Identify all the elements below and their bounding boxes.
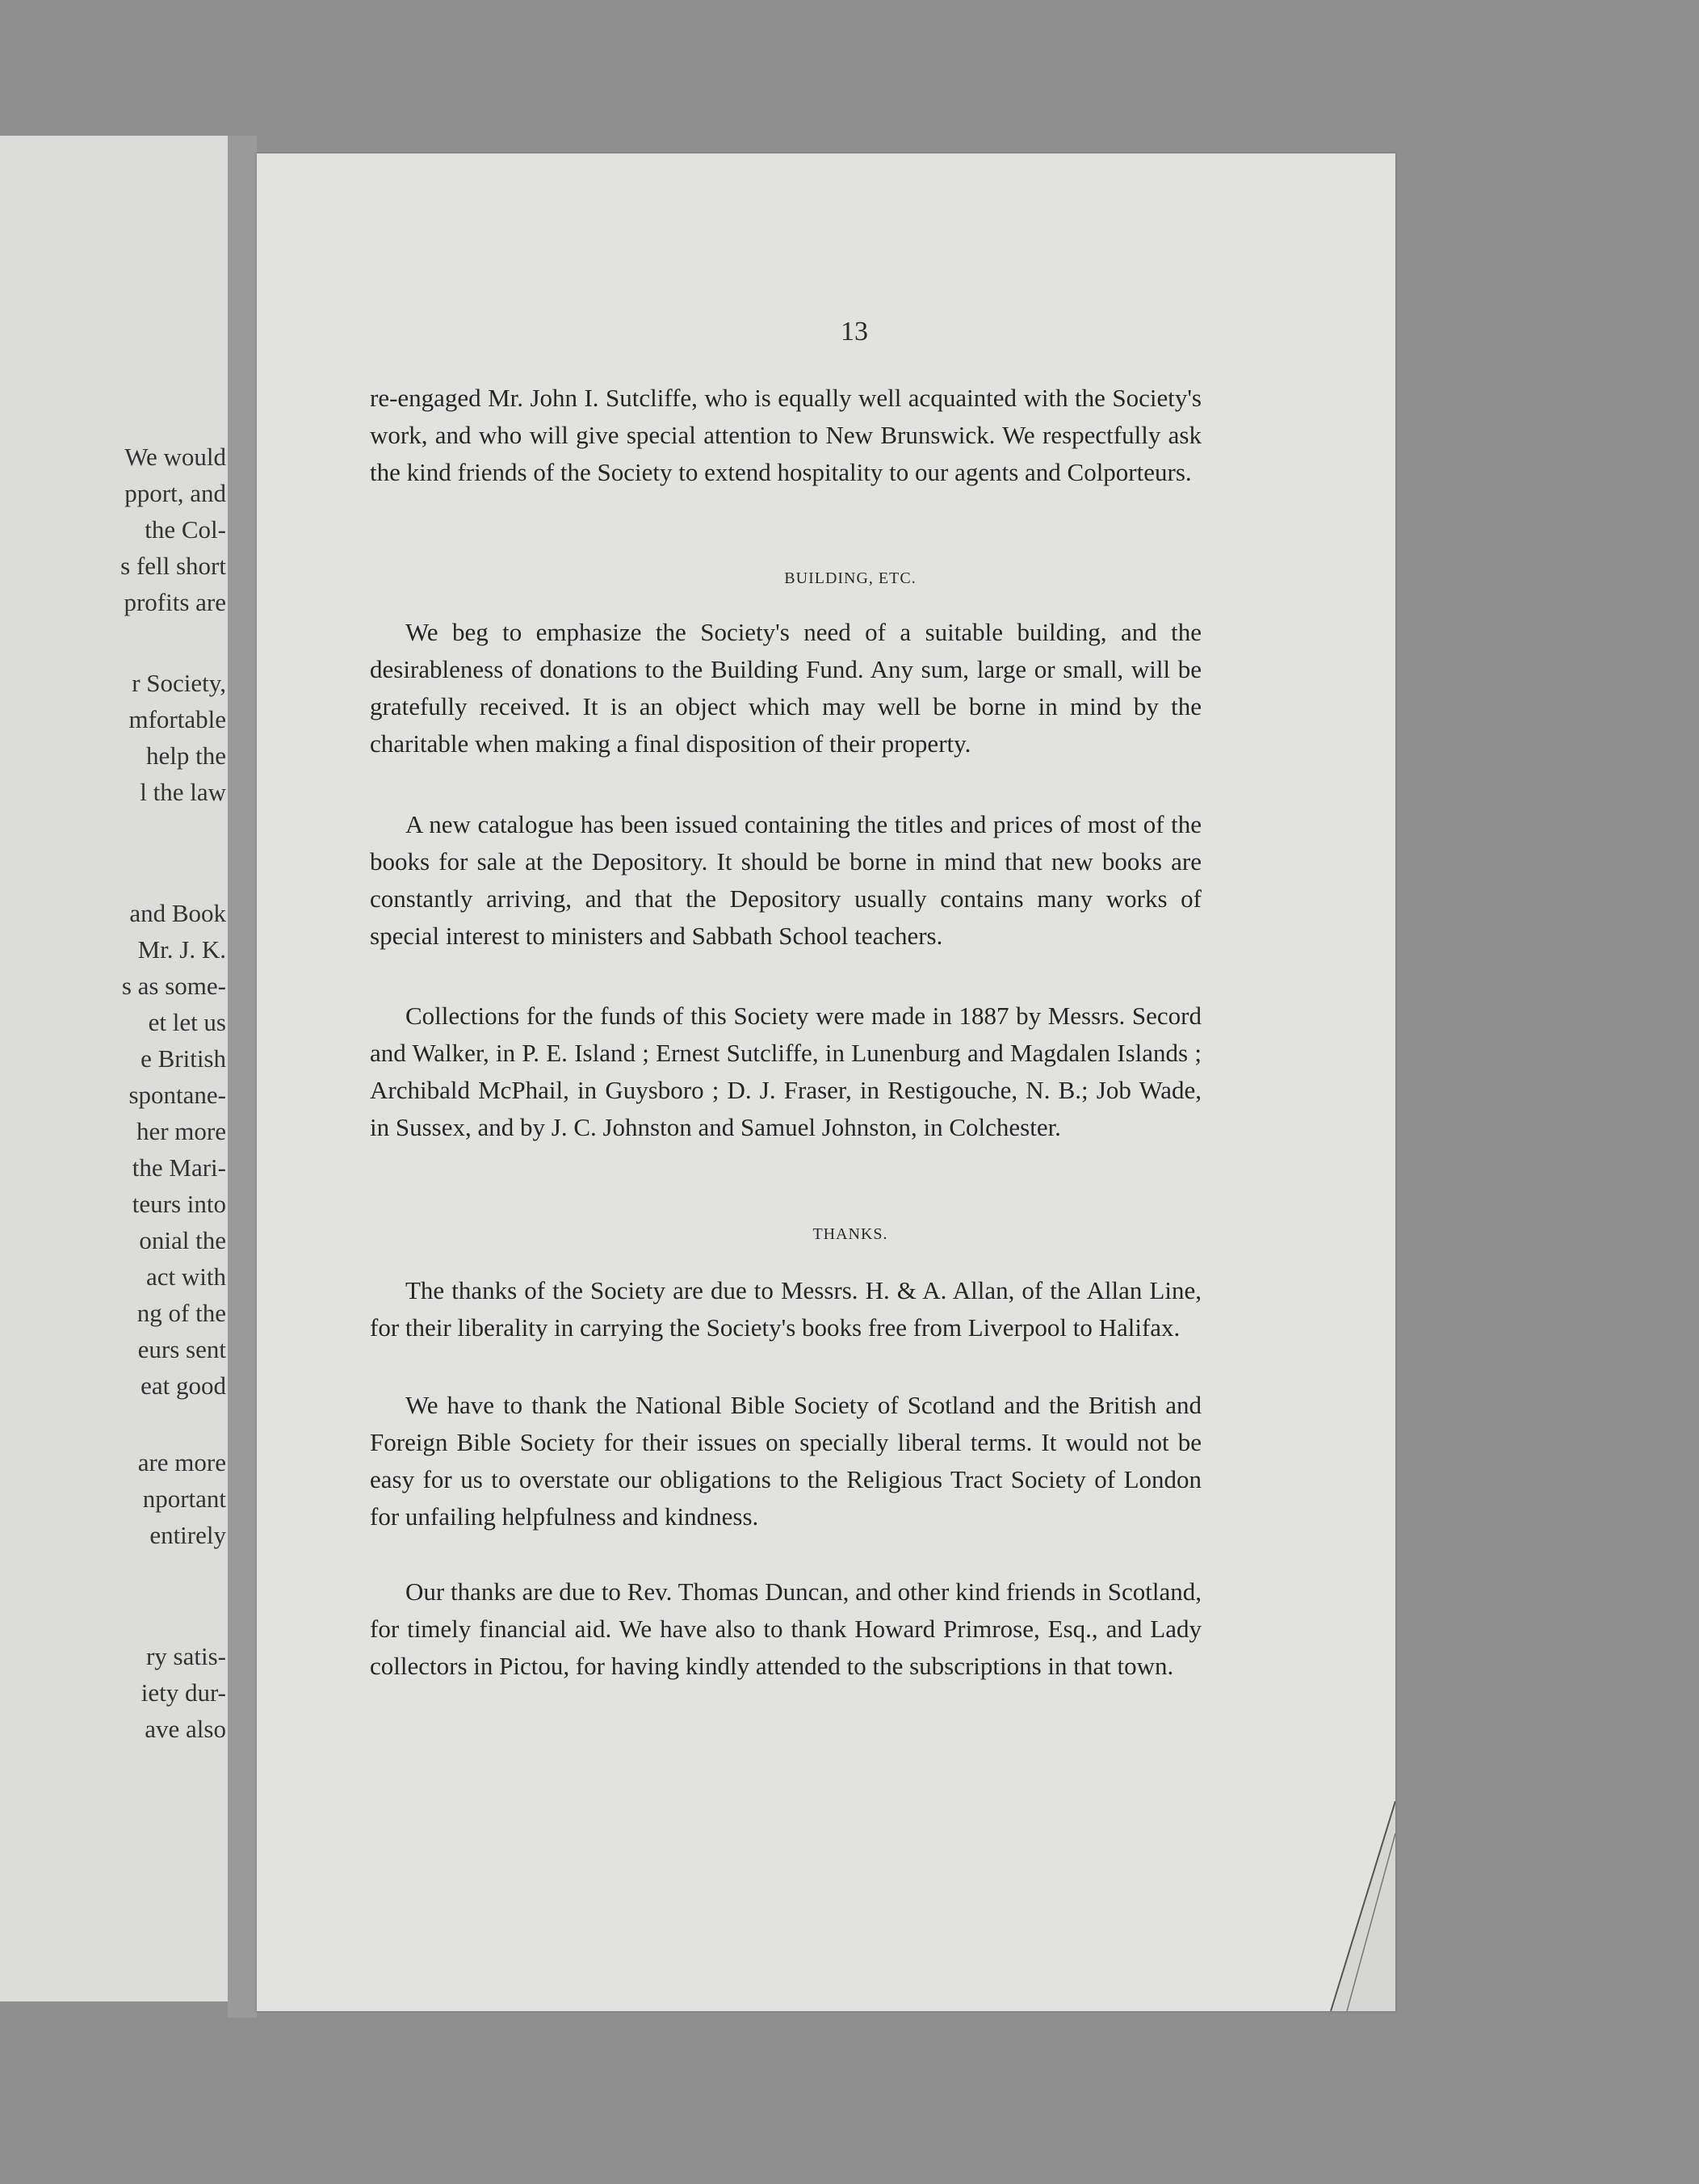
thanks-paragraph-3: Our thanks are due to Rev. Thomas Duncan, and other kind friends in Scotland, for timely financial aid. We have also to thank Howard Primrose, Esq., and Lady collectors in Pictou, for having kindly attended to the subscriptions in that town.: [370, 1577, 1202, 1680]
left-page-line: et let us: [148, 1008, 226, 1036]
left-page-line: We would: [124, 443, 226, 471]
left-page-line: the Mari-: [132, 1153, 226, 1182]
left-page-line: entirely: [149, 1521, 226, 1549]
left-page-line: help the: [146, 741, 226, 770]
page-corner-fold: [1298, 1801, 1395, 2011]
section-heading-thanks: THANKS.: [812, 1225, 888, 1243]
left-page-line: ave also: [145, 1715, 226, 1743]
page-number: 13: [841, 317, 868, 346]
left-page-line: ng of the: [136, 1299, 226, 1327]
left-page-line: nportant: [142, 1485, 226, 1513]
section-heading-building: BUILDING, ETC.: [784, 569, 917, 587]
left-page-line: onial the: [139, 1226, 226, 1254]
left-page-line: are more: [137, 1448, 226, 1476]
left-page-line: the Col-: [145, 515, 226, 544]
left-page-line: spontane-: [128, 1081, 226, 1109]
left-page-line: s as some-: [121, 972, 226, 1000]
left-page-line: r Society,: [132, 669, 226, 697]
book-gutter: [228, 136, 257, 2018]
building-paragraph-2: A new catalogue has been issued containing the titles and prices of most of the books for sale at the Depository. It should be borne in mind that new books are constantly arriving, and that the Depository usually contains many works of special interest to ministers and Sabbath School teachers.: [370, 810, 1202, 950]
building-paragraph-3: Collections for the funds of this Society were made in 1887 by Messrs. Secord and Walker, in P. E. Island ; Ernest Sutcliffe, in Lunenburg and Magdalen Islands ; Archibald McPhail, in Guysboro ; D. J. Fraser, in Restigouche, N. B.; Job Wade, in Sussex, and by J. C. Johnston and Samuel Johnston, in Colchester.: [370, 1002, 1202, 1141]
left-page-line: ry satis-: [145, 1642, 226, 1670]
left-page-line: s fell short: [120, 552, 226, 580]
left-page-line: eat good: [141, 1371, 226, 1400]
thanks-paragraph-1: The thanks of the Society are due to Messrs. H. & A. Allan, of the Allan Line, for their liberality in carrying the Society's books free from Liverpool to Halifax.: [370, 1276, 1202, 1342]
left-page-line: eurs sent: [137, 1335, 226, 1363]
left-page-line: pport, and: [124, 479, 226, 507]
building-paragraph-1: We beg to emphasize the Society's need of a suitable building, and the desirableness of donations to the Building Fund. Any sum, large or small, will be gratefully received. It is an object which may well be borne in mind by the charitable when making a final disposition of their property.: [370, 618, 1202, 758]
left-page-line: her more: [136, 1117, 226, 1145]
left-page-line: and Book: [129, 899, 226, 927]
page-content: [257, 153, 1395, 2011]
document-page: [257, 153, 1395, 2011]
left-facing-page: [0, 136, 228, 2001]
left-page-line: iety dur-: [141, 1678, 226, 1707]
left-page-line: act with: [146, 1262, 226, 1291]
left-page-line: profits are: [124, 588, 226, 616]
left-page-line: mfortable: [128, 705, 226, 733]
left-page-line: l the law: [140, 778, 226, 806]
intro-paragraph: re-engaged Mr. John I. Sutcliffe, who is equally well acquainted with the Society's work, and who will give special attention to New Brunswick. We respectfully ask the kind friends of the Society to extend hospitality to our agents and Colporteurs.: [370, 384, 1202, 486]
thanks-paragraph-2: We have to thank the National Bible Society of Scotland and the British and Foreign Bible Society for their issues on specially liberal terms. It would not be easy for us to overstate our obligations to the Religious Tract Society of London for unfailing helpfulness and kindness.: [370, 1391, 1202, 1531]
left-page-line: teurs into: [132, 1190, 226, 1218]
left-page-line: e British: [141, 1044, 226, 1073]
left-page-line: Mr. J. K.: [137, 935, 226, 964]
